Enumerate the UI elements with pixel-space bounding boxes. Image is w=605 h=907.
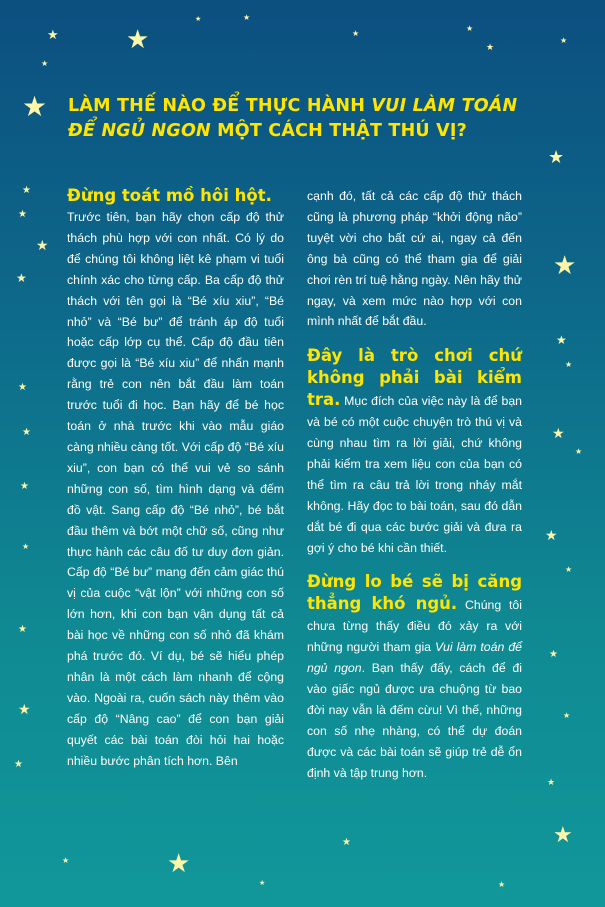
section-body-3b: . Bạn thấy đấy, cách để đi vào giấc ngủ được ưa chuộng từ bao đời nay vẫn là đếm cừu! Vì thế, những con số nhẹ nhàng, có thể dự đoán được và các bài toán sẽ giúp trẻ dễ ổn định và tập trung hơn.: [307, 661, 522, 780]
section-body-1: Trước tiên, bạn hãy chọn cấp độ thử thách phù hợp với con nhất. Có lý do để chúng tôi không liệt kê phạm vi tuổi chính xác cho từng cấp. Ba cấp độ thử thách với tên gọi là “Bé xíu xiu”, “Bé nhỏ” và “Bé bư” để tránh áp độ tuổi hoặc cấp lớp cụ thể. Cấp độ đầu tiên được gọi là “Bé xíu xiu” để nhấn mạnh rằng trẻ con nên bắt đầu làm toán trước tuổi đi học. Bạn hãy để bé học toán ở nhà trước khi vào mẫu giáo càng nhiều càng tốt. Với cấp độ “Bé xíu xiu”, con bạn có thể vui vẻ so sánh những con số, tìm hình dạng và đếm đồ vật. Sang cấp độ “Bé nhỏ”, bé bắt đầu thêm và bớt một chữ số, cũng như thực hành các câu đố tư duy đơn giản. Cấp độ “Bé bư” mang đến cảm giác thú vị của cuộc “vật lộn” với những con số lớn hơn, khi con bạn vận dụng tất cả bài học về những con số nhỏ đã khám phá trước đó. Ví dụ, bé sẽ hiểu phép nhân là một cách làm nhanh để cộng vào. Ngoài ra, cuốn sách này thêm vào cấp độ “Nâng cao” để con bạn giải quyết các bài toán đòi hỏi hai hoặc nhiều bước phân tích hơn. Bên: [67, 210, 284, 768]
text-column-right: [307, 186, 522, 797]
star-icon: ★: [565, 565, 573, 574]
star-icon: ★: [549, 649, 558, 660]
star-icon: ★: [243, 13, 251, 22]
star-icon: ★: [552, 425, 565, 441]
star-icon: ★: [167, 848, 191, 878]
star-icon: ★: [22, 542, 30, 551]
star-icon: ★: [466, 24, 474, 33]
star-icon: ★: [18, 209, 27, 220]
star-icon: ★: [575, 447, 583, 456]
star-icon: ★: [22, 185, 31, 196]
page-title: LÀM THẾ NÀO ĐỂ THỰC HÀNH VUI LÀM TOÁN ĐỂ NGỦ NGON MỘT CÁCH THẬT THÚ VỊ?: [68, 96, 518, 141]
star-icon: ★: [545, 527, 558, 543]
star-icon: ★: [20, 481, 29, 492]
star-icon: ★: [62, 856, 70, 865]
section-body-3-italic: Vui làm toán để ngủ ngon: [307, 640, 522, 676]
text-column-left: [67, 186, 284, 771]
star-icon: ★: [553, 822, 573, 847]
section-body-3a: Chúng tôi chưa từng thấy điều đó xảy ra với những người tham gia: [307, 598, 522, 655]
star-icon: ★: [36, 237, 49, 253]
star-icon: ★: [553, 250, 577, 280]
star-icon: ★: [498, 880, 506, 889]
title-italic-2: ĐỂ NGỦ NGON: [68, 121, 211, 141]
section-heading-1: Đừng toát mồ hôi hột.: [67, 186, 272, 205]
star-icon: ★: [47, 27, 59, 42]
star-icon: ★: [195, 16, 202, 23]
section-body-1-continued: cạnh đó, tất cả các cấp độ thử thách cũng là phương pháp “khởi động não” tuyệt vời cho bất cứ ai, ngay cả đến ông bà cũng có thể tham gia để giải chơi rèn trí tuệ hằng ngày. Nên hãy thử ngay, và xem mức nào hợp với con mình nhất để bắt đầu.: [307, 189, 522, 329]
star-icon: ★: [16, 271, 27, 285]
star-icon: ★: [486, 42, 495, 52]
star-icon: ★: [14, 759, 23, 770]
star-icon: ★: [560, 36, 568, 45]
star-icon: ★: [547, 777, 556, 787]
star-icon: ★: [548, 147, 565, 167]
star-icon: ★: [259, 880, 266, 887]
star-icon: ★: [352, 29, 360, 38]
section-heading-3: Đừng lo bé sẽ bị căng thẳng khó ngủ.: [307, 572, 522, 614]
star-icon: ★: [18, 624, 27, 635]
star-icon: ★: [22, 427, 31, 438]
section-heading-2: Đây là trò chơi chứ không phải bài kiểm tra.: [307, 346, 522, 410]
star-icon: ★: [556, 333, 567, 347]
title-italic-1: VUI LÀM TOÁN: [371, 96, 518, 116]
star-icon: ★: [18, 701, 31, 717]
star-icon: ★: [342, 837, 351, 848]
section-body-2: Mục đích của việc này là để bạn và bé có một cuộc chuyện trò thú vị và cùng nhau tìm ra lời giải, chứ không phải kiểm tra xem liệu con của bạn có thể tìm ra câu trả lời trong nháy mắt không. Hãy đọc to bài toán, sau đó dẫn dắt bé đi qua các bước giải và đưa ra gợi ý cho bé khi cần thiết.: [307, 394, 522, 555]
star-icon: ★: [563, 711, 571, 720]
star-icon: ★: [565, 360, 573, 369]
star-icon: ★: [41, 59, 49, 68]
star-icon: ★: [22, 91, 48, 122]
star-icon: ★: [126, 24, 150, 54]
star-icon: ★: [18, 382, 27, 393]
